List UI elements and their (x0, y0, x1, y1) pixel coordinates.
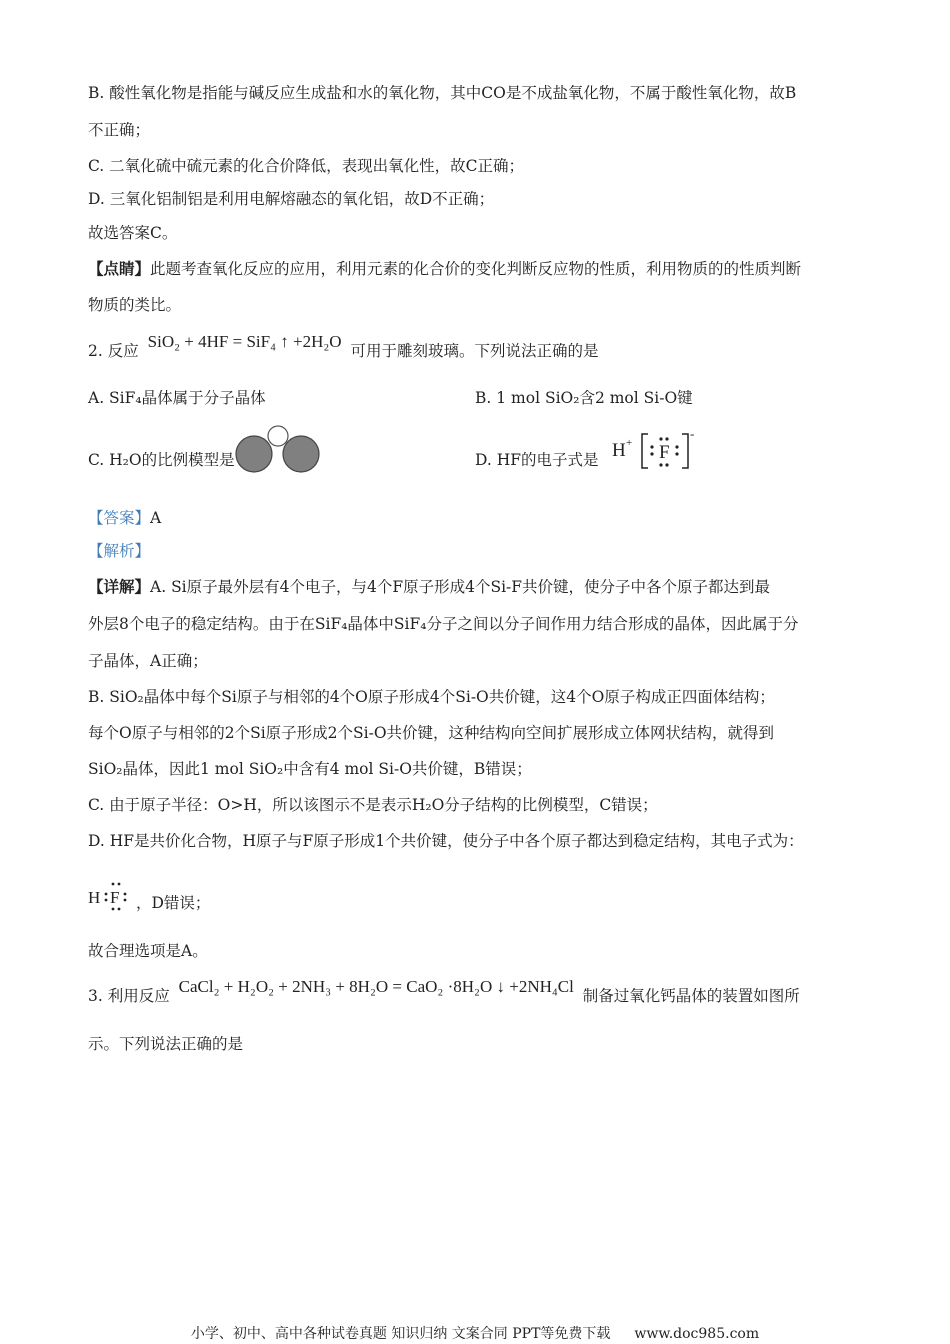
detail-line (88, 576, 770, 598)
water-space-filling-model (232, 424, 324, 474)
question-text: 制备过氧化钙晶体的装置如图所 (582, 987, 800, 1005)
text-line: B. 酸性氧化物是指能与碱反应生成盐和水的氧化物，其中CO是不成盐氧化物，不属于酸性氧化物，故B (88, 84, 797, 102)
question-number: 3. 利用反应 (88, 987, 170, 1005)
text-line: 每个O原子与相邻的2个Si原子形成2个Si-O共价键，这种结构向空间扩展形成立体网状结构，就得到 (88, 724, 775, 742)
analysis-tag: 【解析】 (88, 542, 151, 560)
svg-text:+: + (626, 437, 633, 449)
text-line: ，D错误； (136, 894, 211, 912)
svg-text:H: H (88, 888, 101, 907)
option-c: C. H₂O的比例模型是 (88, 451, 235, 469)
tip-text: 此题考查氧化反应的应用，利用元素的化合价的变化判断反应物的性质，利用物质的的性质判断 (150, 260, 802, 278)
footer-url[interactable]: www.doc985.com (634, 1326, 760, 1342)
svg-text:F: F (659, 442, 670, 463)
answer-line (88, 507, 161, 529)
text-line: 外层8个电子的稳定结构。由于在SiF₄晶体中SiF₄分子之间以分子间作用力结合形成的晶体，因此属于分 (88, 615, 799, 633)
text-line: 示。下列说法正确的是 (88, 1035, 244, 1053)
text-line: B. SiO₂晶体中每个Si原子与相邻的4个O原子形成4个Si-O共价键，这4个O原子构成正四面体结构； (88, 688, 775, 706)
detail-tag: 【详解】 (88, 577, 151, 596)
option-a: A. SiF₄晶体属于分子晶体 (88, 389, 266, 407)
answer-value: A (150, 509, 162, 527)
text-line: SiO₂晶体，因此1 mol SiO₂中含有4 mol Si-O共价键，B错误； (88, 760, 532, 778)
equation: CaCl₂ + H₂O₂ + 2NH₃ + 8H₂O = CaO₂ ·8H₂O ↓ +2NH₄Cl (178, 977, 574, 996)
question-text: 可用于雕刻玻璃。下列说法正确的是 (350, 342, 599, 360)
page-footer (0, 1323, 950, 1343)
text-line: 故合理选项是A。 (88, 942, 208, 960)
text-line: D. HF是共价化合物，H原子与F原子形成1个共价键，使分子中各个原子都达到稳定结构，其电子式为： (88, 832, 804, 850)
hf-covalent-electron-formula (86, 878, 136, 914)
text-line: 物质的类比。 (88, 296, 182, 314)
tip-line (88, 258, 801, 280)
question-3-stem (88, 977, 800, 1007)
text-line: C. 二氧化硫中硫元素的化合价降低，表现出氧化性，故C正确； (88, 157, 525, 175)
tip-tag: 【点睛】 (88, 259, 151, 278)
text-line: D. 三氧化铝制铝是利用电解熔融态的氧化铝，故D不正确； (88, 190, 495, 208)
option-b: B. 1 mol SiO₂含2 mol Si-O键 (475, 389, 693, 407)
svg-text:H: H (612, 440, 626, 461)
equation: SiO₂ + 4HF = SiF₄ ↑ +2H₂O (147, 332, 342, 351)
hf-ionic-electron-formula (610, 428, 700, 474)
svg-text:-: - (690, 428, 695, 441)
question-2-stem (88, 332, 599, 362)
text-line: C. 由于原子半径：O>H，所以该图示不是表示H₂O分子结构的比例模型，C错误； (88, 796, 658, 814)
text-line: 故选答案C。 (88, 224, 178, 242)
answer-tag: 【答案】 (88, 509, 151, 527)
text-line: 子晶体，A正确； (88, 652, 208, 670)
option-d: D. HF的电子式是 (475, 451, 599, 469)
question-number: 2. 反应 (88, 342, 139, 360)
footer-text: 小学、初中、高中各种试卷真题 知识归纳 文案合同 PPT等免费下载 (190, 1326, 611, 1342)
svg-text:F: F (110, 888, 120, 907)
detail-text: A. Si原子最外层有4个电子，与4个F原子形成4个Si-F共价键，使分子中各个原子都达到最 (150, 578, 771, 596)
text-line: 不正确； (88, 121, 151, 139)
